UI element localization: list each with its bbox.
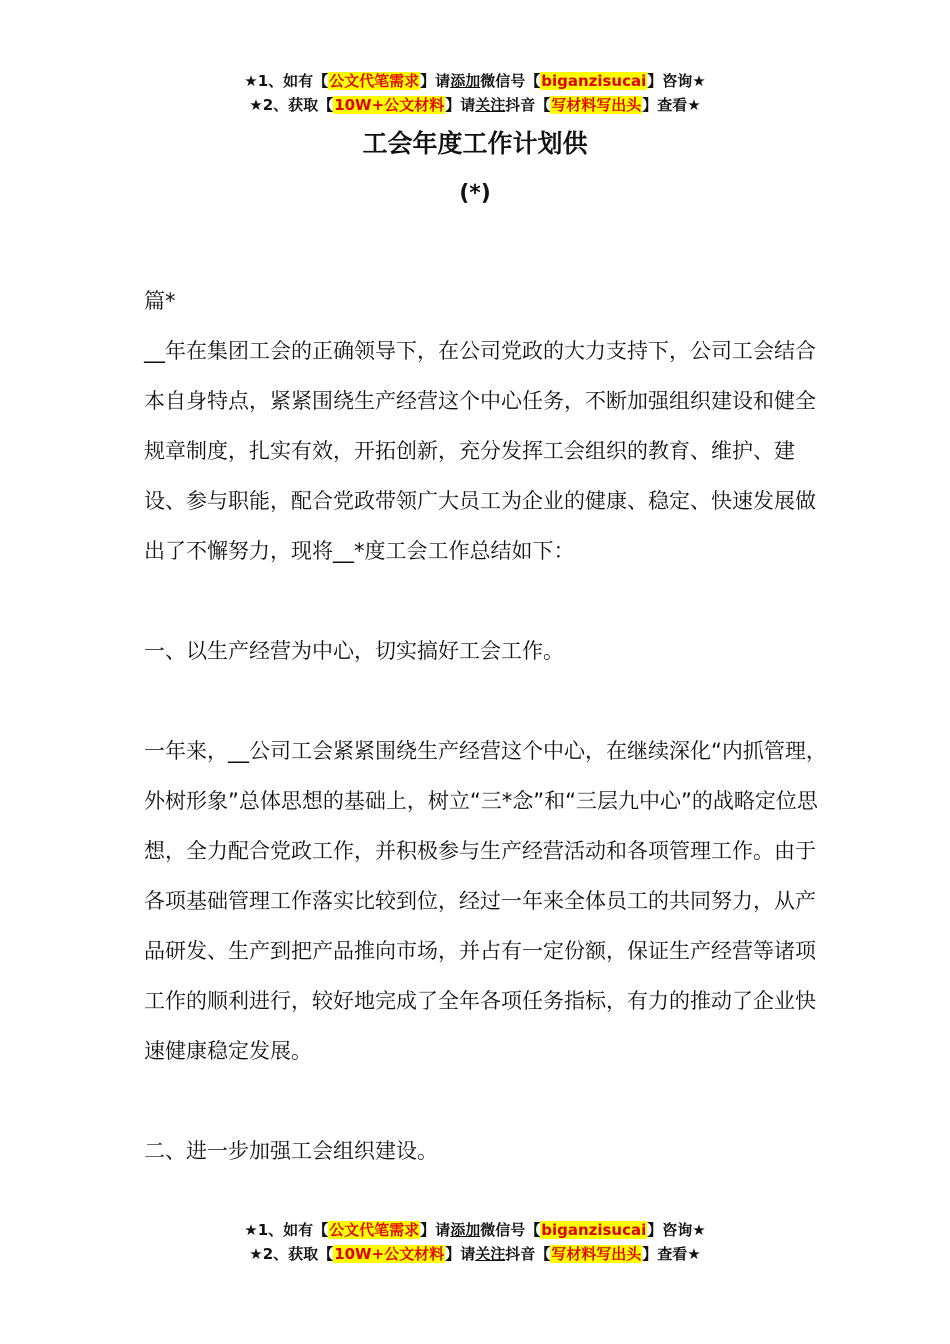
paragraph-intro: __年在集团工会的正确领导下，在公司党政的大力支持下，公司工会结合本自身特点，紧紧围绕生产经营这个中心任务，不断加强组织建设和健全规章制度，扎实有效，开拓创新，充分发挥工会组织的教育、维护、建设、参与职能，配合党政带领广大员工为企业的健康、稳定、快速发展做出了不懈努力，现将__*度工会工作总结如下： bbox=[144, 339, 816, 563]
section-label: 篇* bbox=[144, 289, 176, 313]
document-title: 工会年度工作计划供 bbox=[362, 129, 588, 158]
banner-line-1: ★1、如有【公文代笔需求】请添加微信号【biganzisucai】咨询★ bbox=[244, 72, 706, 90]
highlight-douyin: 写材料写出头 bbox=[551, 96, 642, 114]
highlight-douyin: 写材料写出头 bbox=[551, 1245, 642, 1263]
heading-section-1: 一、以生产经营为中心，切实搞好工会工作。 bbox=[144, 639, 564, 663]
banner-line-2: ★2、获取【10W+公文材料】请关注抖音【写材料写出头】查看★ bbox=[249, 1245, 701, 1263]
highlight-wechat-id: biganzisucai bbox=[541, 1221, 647, 1239]
highlight-service: 公文代笔需求 bbox=[329, 1221, 420, 1239]
paragraph-section-1: 一年来，__公司工会紧紧围绕生产经营这个中心，在继续深化“内抓管理，外树形象”总体思想的基础上，树立“三*念”和“三层九中心”的战略定位思想，全力配合党政工作，并积极参与生产经营活动和各项管理工作。由于各项基础管理工作落实比较到位，经过一年来全体员工的共同努力，从产品研发、生产到把产品推向市场，并占有一定份额，保证生产经营等诸项工作的顺利进行，较好地完成了全年各项任务指标，有力的推动了企业快速健康稳定发展。 bbox=[144, 739, 827, 1063]
bottom-banner bbox=[0, 1218, 950, 1266]
highlight-materials: 10W+公文材料 bbox=[334, 1245, 445, 1263]
banner-line-1: ★1、如有【公文代笔需求】请添加微信号【biganzisucai】咨询★ bbox=[244, 1221, 706, 1239]
document-body bbox=[144, 276, 834, 1176]
banner-line-2: ★2、获取【10W+公文材料】请关注抖音【写材料写出头】查看★ bbox=[249, 96, 701, 114]
highlight-materials: 10W+公文材料 bbox=[334, 96, 445, 114]
highlight-service: 公文代笔需求 bbox=[329, 72, 420, 90]
heading-section-2: 二、进一步加强工会组织建设。 bbox=[144, 1139, 438, 1163]
document-subtitle: (*) bbox=[459, 181, 491, 206]
top-banner bbox=[0, 69, 950, 117]
highlight-wechat-id: biganzisucai bbox=[541, 72, 647, 90]
